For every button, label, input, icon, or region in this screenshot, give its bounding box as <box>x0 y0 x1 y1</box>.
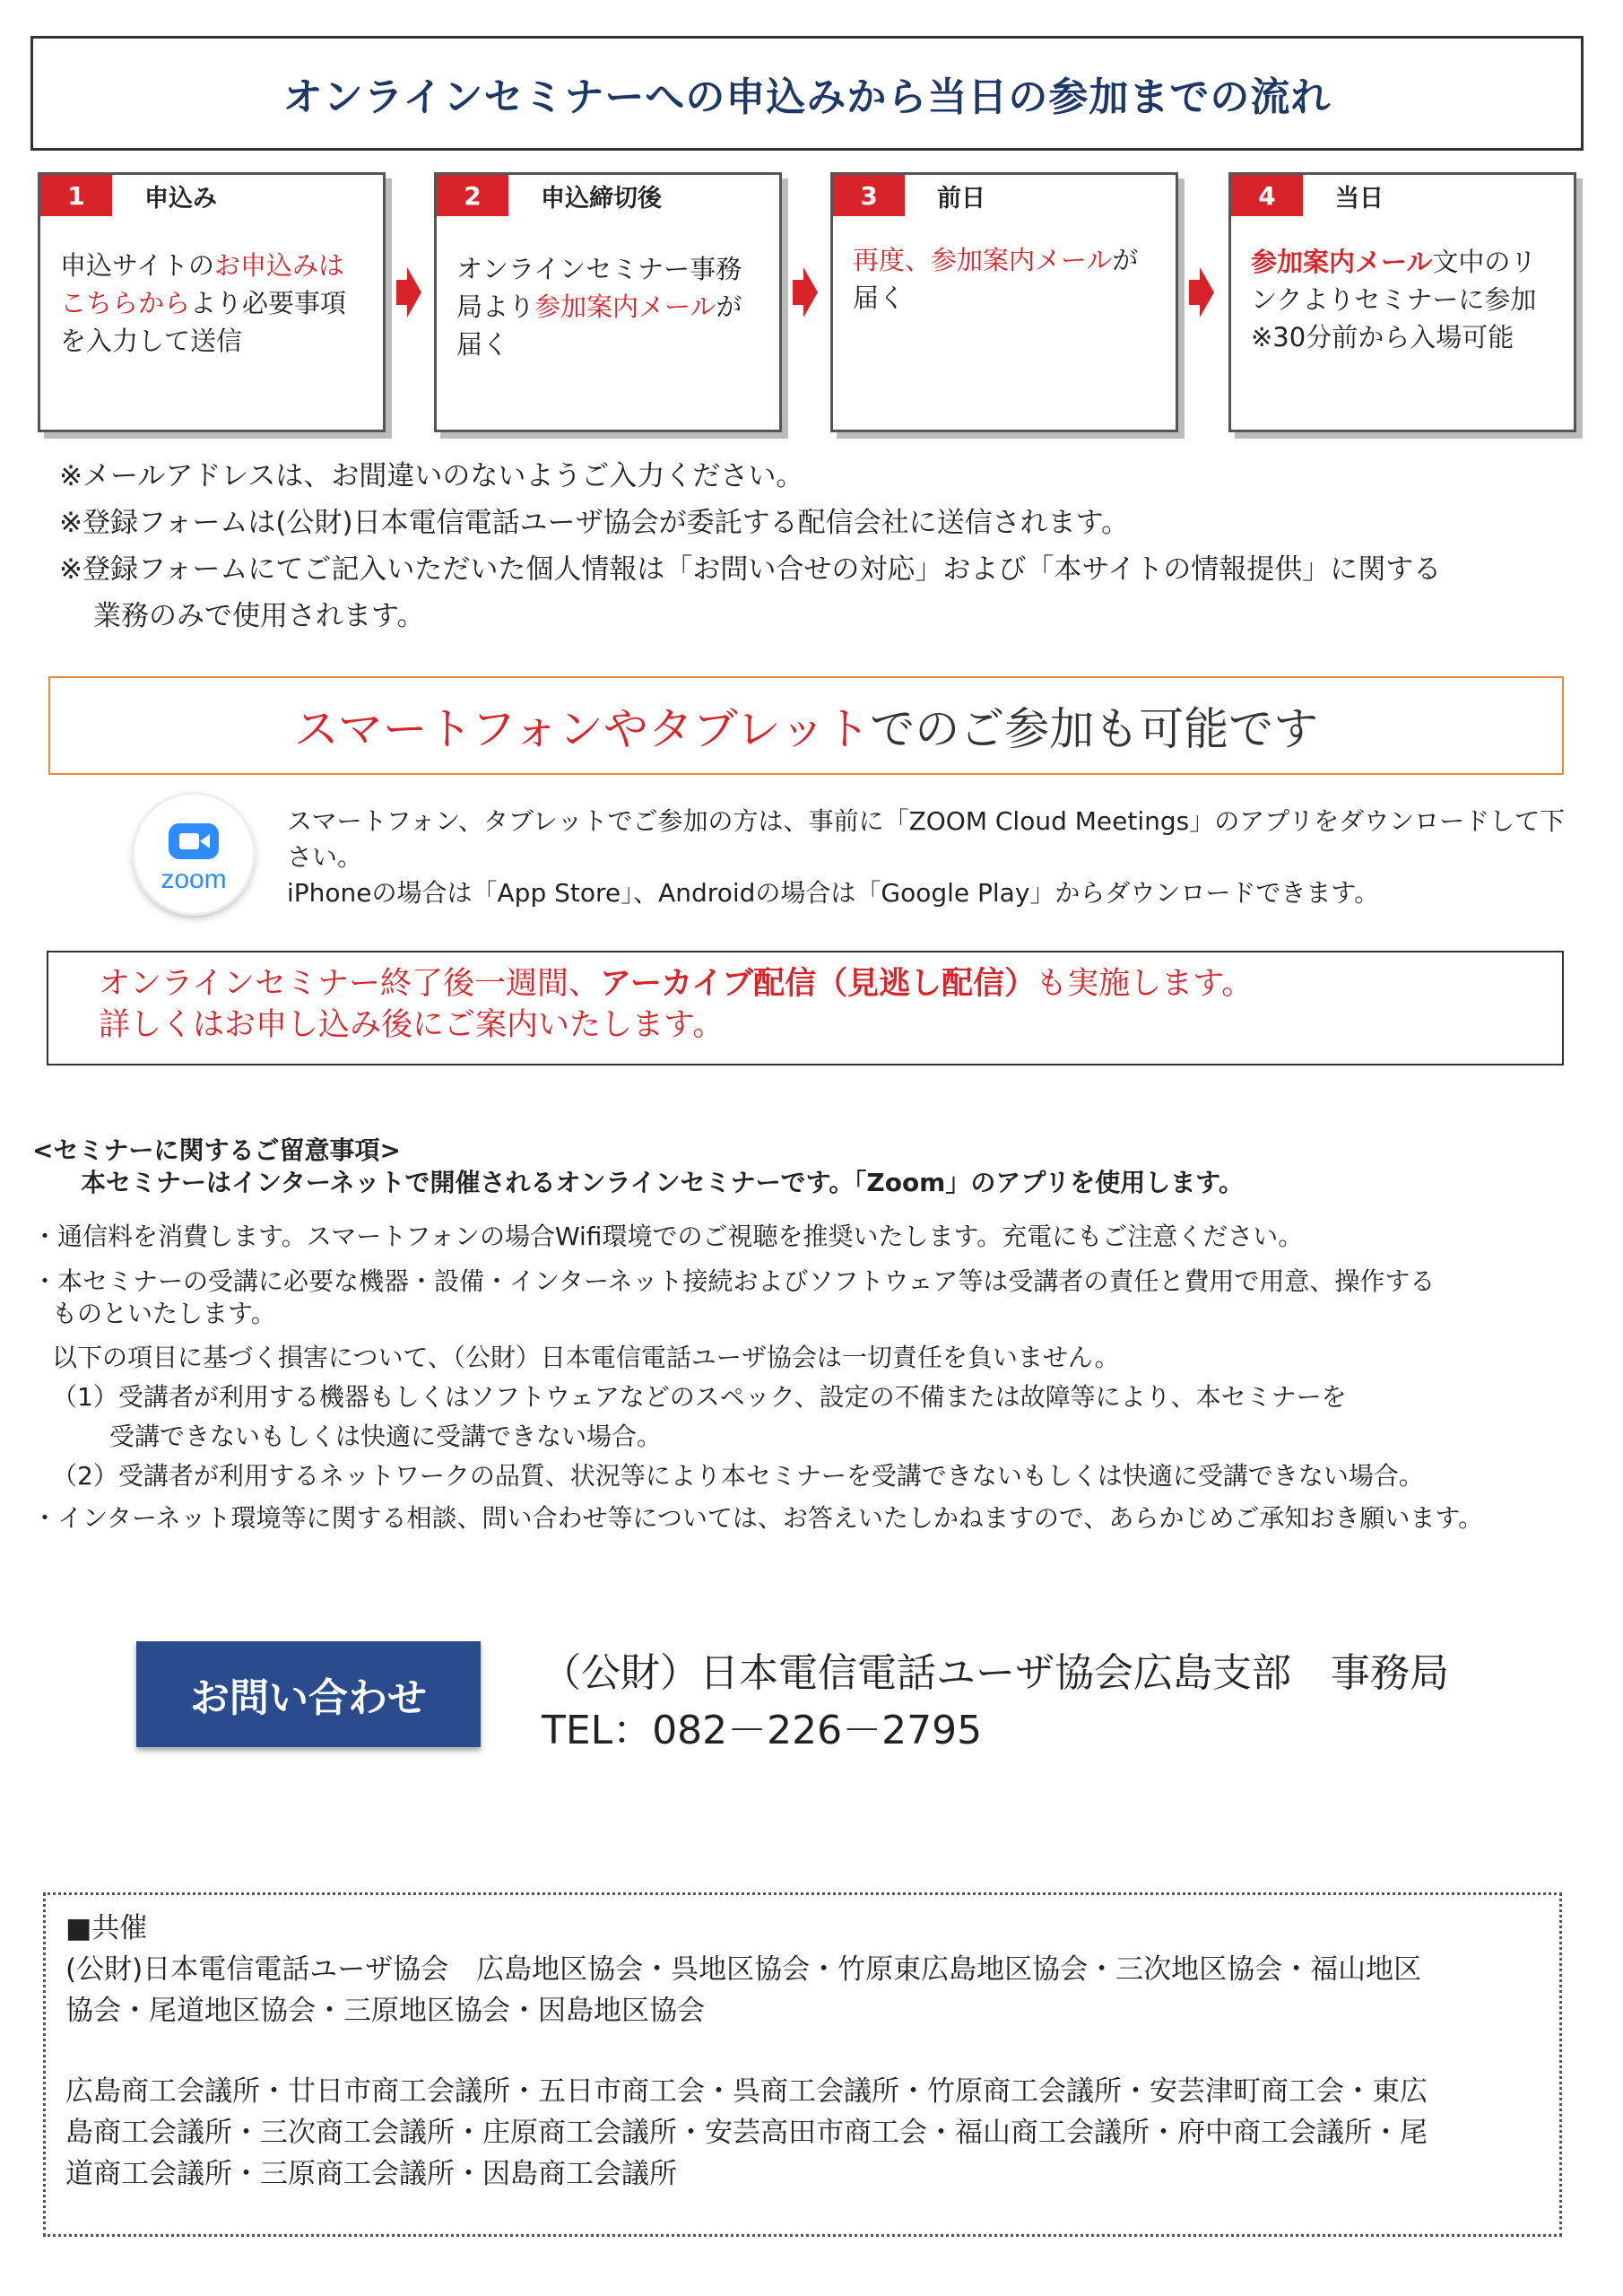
step-text: より必要事項を入力して送信 <box>60 288 347 356</box>
step-number: 1 <box>40 175 112 216</box>
step-text-highlight: 参加案内メール <box>1251 247 1433 277</box>
smartphone-banner <box>48 676 1564 775</box>
apply-link[interactable]: お申込みはこちらから <box>60 250 344 318</box>
smartphone-text: でのご参加も可能です <box>870 703 1319 755</box>
seminar-item-cont: ものといたします。 <box>52 1299 276 1328</box>
seminar-item: ・通信料を消費します。スマートフォンの場合Wifi環境でのご視聴を推奨いたします。充電にもご注意ください。 <box>32 1222 1304 1251</box>
cohost-line: (公財)日本電信電話ユーザ協会 広島地区協会・呉地区協会・竹原東広島地区協会・三次地区協会・福山地区 <box>65 1953 1422 1986</box>
archive-line-2: 詳しくはお申し込み後にご案内いたします。 <box>99 1007 725 1043</box>
seminar-sub-1: （1）受講者が利用する機器もしくはソフトウェアなどのスペック、設定の不備または故障等により、本セミナーを <box>52 1382 1347 1412</box>
step-body <box>456 250 763 363</box>
cohost-line: 島商工会議所・三次商工会議所・庄原商工会議所・安芸高田市商工会・福山商工会議所・府中商工会議所・尾 <box>65 2117 1428 2149</box>
zoom-wordmark: zoom <box>161 865 227 894</box>
cohost-box <box>43 1892 1562 2237</box>
step-number: 3 <box>833 175 905 216</box>
archive-highlight: アーカイブ配信（見逃し配信） <box>599 966 1037 1002</box>
zoom-instructions <box>287 804 1578 911</box>
contact-tel: TEL：082－226－2795 <box>542 1708 983 1753</box>
seminar-heading: <セミナーに関するご留意事項> <box>32 1135 401 1165</box>
archive-text: オンラインセミナー終了後一週間、 <box>99 966 600 1002</box>
step-body <box>1251 243 1558 356</box>
step-body <box>853 241 1159 317</box>
cohost-line: 協会・尾道地区協会・三原地区協会・因島地区協会 <box>65 1995 705 2027</box>
zoom-line-1: スマートフォン、タブレットでご参加の方は、事前に「ZOOM Cloud Meetings」のアプリをダウンロードして下さい。 <box>287 806 1566 872</box>
seminar-subheading: 本セミナーはインターネットで開催されるオンラインセミナーです。「Zoom」のアプリを使用します。 <box>81 1168 1244 1197</box>
seminar-notes <box>32 1135 1593 1535</box>
contact-org: （公財）日本電信電話ユーザ協会広島支部 事務局 <box>542 1650 1449 1696</box>
archive-notice <box>47 951 1564 1065</box>
seminar-sub-1-cont: 受講できないもしくは快適に受講できない場合。 <box>109 1422 663 1451</box>
archive-text: も実施します。 <box>1036 966 1254 1002</box>
step-2-card <box>434 172 782 432</box>
seminar-sub-2: （2）受講者が利用するネットワークの品質、状況等により本セミナーを受講できないもしくは快適に受講できない場合。 <box>52 1461 1424 1491</box>
note-line: ※登録フォームは(公財)日本電信電話ユーザ協会が委託する配信会社に送信されます。 <box>59 507 1130 539</box>
step-label: 前日 <box>937 184 985 213</box>
step-text: 申込サイトの <box>60 250 214 281</box>
step-label: 申込み <box>144 184 217 213</box>
contact-button[interactable]: お問い合わせ <box>136 1641 481 1747</box>
step-label: 当日 <box>1335 184 1384 213</box>
contact-info <box>542 1645 1449 1760</box>
step-number: 2 <box>437 175 508 216</box>
step-4-card <box>1228 172 1576 432</box>
arrow-right-icon <box>1189 267 1214 317</box>
seminar-item: ・インターネット環境等に関する相談、問い合わせ等については、お答えいたしかねますので、あらかじめご承知おき願います。 <box>32 1503 1484 1533</box>
smartphone-highlight: スマートフォンやタブレット <box>293 703 871 755</box>
title-box <box>30 36 1584 151</box>
step-3-card <box>830 172 1178 432</box>
cohost-line: 広島商工会議所・廿日市商工会議所・五日市商工会・呉商工会議所・竹原商工会議所・安芸津町商工会・東広 <box>65 2075 1428 2108</box>
step-label: 申込締切後 <box>541 184 662 213</box>
note-line: ※登録フォームにてご記入いただいた個人情報は「お問い合せの対応」および「本サイトの情報提供」に関する <box>59 553 1442 586</box>
notes-block <box>59 453 1584 639</box>
step-text: オンラインセミナー事務局より <box>456 254 742 322</box>
seminar-item: ・本セミナーの受講に必要な機器・設備・インターネット接続およびソフトウェア等は受講者の責任と費用で用意、操作する <box>32 1266 1436 1296</box>
arrow-right-icon <box>793 267 818 317</box>
step-body <box>60 247 367 360</box>
step-text-highlight: 再度、参加案内メール <box>853 245 1113 275</box>
cohost-heading: ■共催 <box>65 1912 148 1944</box>
step-text: が届く <box>853 245 1139 313</box>
step-number: 4 <box>1231 175 1303 216</box>
cohost-line: 道商工会議所・三原商工会議所・因島商工会議所 <box>65 2158 677 2190</box>
note-line: ※メールアドレスは、お間違いのないようご入力ください。 <box>59 460 804 492</box>
arrow-right-icon <box>396 267 421 317</box>
step-note: ※30分前から入場可能 <box>1251 322 1515 352</box>
zoom-line-2: iPhoneの場合は「App Store」、Androidの場合は「Google Play」からダウンロードできます。 <box>287 878 1380 908</box>
zoom-logo-icon <box>135 795 253 913</box>
step-1-card <box>38 172 386 432</box>
note-line: 業務のみで使用されます。 <box>93 600 425 632</box>
page-title: オンラインセミナーへの申込みから当日の参加までの流れ <box>282 74 1332 120</box>
step-text: が届く <box>456 291 742 360</box>
step-text-highlight: 参加案内メール <box>534 291 716 322</box>
seminar-intro: 以下の項目に基づく損害について、（公財）日本電信電話ユーザ協会は一切責任を負いません。 <box>52 1343 1120 1372</box>
step-text: 文中のリンクよりセミナーに参加 <box>1251 247 1537 315</box>
